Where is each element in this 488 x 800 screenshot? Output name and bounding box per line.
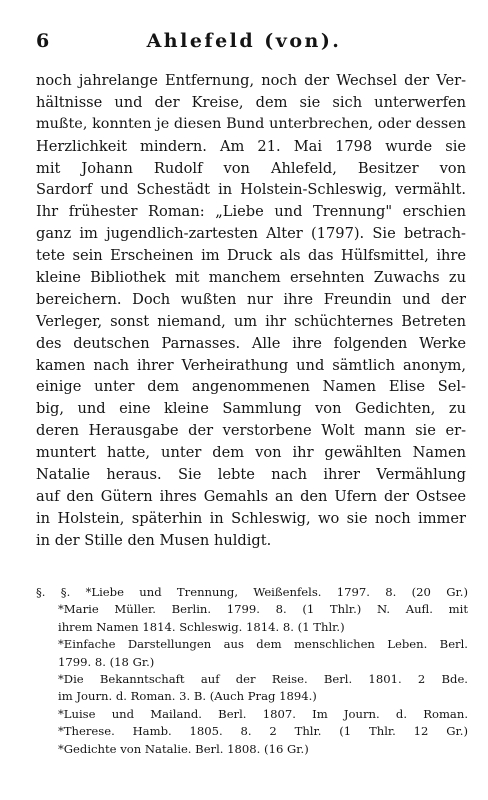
- note-line: 1799. 8. (18 Gr.): [58, 654, 155, 669]
- text-line: Verleger, sonst niemand, um ihr schüchternes Betreten: [36, 312, 466, 330]
- page-header: [36, 30, 452, 60]
- note-line: *Luise und Mailand. Berl. 1807. Im Journ. d. Roman.: [58, 706, 468, 721]
- text-line: Sardorf und Schestädt in Holstein-Schleswig, vermählt.: [36, 181, 466, 199]
- text-line: Herzlichkeit mindern. Am 21. Mai 1798 wurde sie: [36, 137, 466, 155]
- text-line: ganz im jugendlich-zartesten Alter (1797). Sie betrach-: [36, 225, 466, 243]
- text-line: bereichern. Doch wußten nur ihre Freundin und der: [36, 290, 466, 308]
- text-line: einige unter dem angenommenen Namen Elise Sel-: [36, 378, 466, 396]
- text-line: mußte, konnten je diesen Bund unterbrechen, oder dessen: [36, 115, 466, 132]
- note-line: §. §. *Liebe und Trennung, Weißenfels. 1797. 8. (20 Gr.): [36, 585, 468, 599]
- text-line: deren Herausgabe der verstorbene Wolt mann sie er-: [36, 422, 466, 440]
- note-line: *Einfache Darstellungen aus dem menschlichen Leben. Berl.: [58, 637, 468, 652]
- text-line: in der Stille den Musen huldigt.: [36, 531, 272, 549]
- text-line: hältnisse und der Kreise, dem sie sich unterwerfen: [36, 93, 466, 111]
- page-number: 6: [36, 30, 50, 52]
- text-line: auf den Gütern ihres Gemahls an den Ufern der Ostsee: [36, 487, 466, 505]
- text-line: kleine Bibliothek mit manchem ersehnten Zuwachs zu: [36, 269, 466, 287]
- text-line: kamen nach ihrer Verheirathung und sämtlich anonym,: [36, 356, 466, 374]
- bibliography-notes: [36, 584, 468, 758]
- note-line: *Die Bekanntschaft auf der Reise. Berl. 1801. 2 Bde.: [58, 671, 468, 686]
- note-line: ihrem Namen 1814. Schleswig. 1814. 8. (1 Thlr.): [58, 619, 345, 634]
- text-line: in Holstein, späterhin in Schleswig, wo sie noch immer: [36, 509, 466, 527]
- text-line: mit Johann Rudolf von Ahlefeld, Besitzer von: [36, 159, 466, 177]
- text-line: big, und eine kleine Sammlung von Gedichten, zu: [36, 400, 466, 418]
- text-line: des deutschen Parnasses. Alle ihre folgenden Werke: [36, 334, 466, 352]
- text-line: muntert hatte, unter dem von ihr gewählten Namen: [36, 444, 466, 462]
- text-line: noch jahrelange Entfernung, noch der Wechsel der Ver-: [36, 72, 466, 89]
- note-line: *Therese. Hamb. 1805. 8. 2 Thlr. (1 Thlr. 12 Gr.): [58, 724, 468, 739]
- note-line: im Journ. d. Roman. 3. B. (Auch Prag 1894.): [58, 689, 317, 704]
- note-line: *Marie Müller. Berlin. 1799. 8. (1 Thlr.) N. Aufl. mit: [58, 602, 468, 617]
- text-line: Natalie heraus. Sie lebte nach ihrer Vermählung: [36, 466, 466, 484]
- text-line: tete sein Erscheinen im Druck als das Hülfsmittel, ihre: [36, 247, 466, 265]
- text-line: Ihr frühester Roman: „Liebe und Trennung" erschien: [36, 203, 466, 221]
- main-text: [36, 70, 466, 552]
- note-line: *Gedichte von Natalie. Berl. 1808. (16 Gr.): [58, 741, 309, 756]
- running-head: Ahlefeld (von).: [146, 30, 342, 52]
